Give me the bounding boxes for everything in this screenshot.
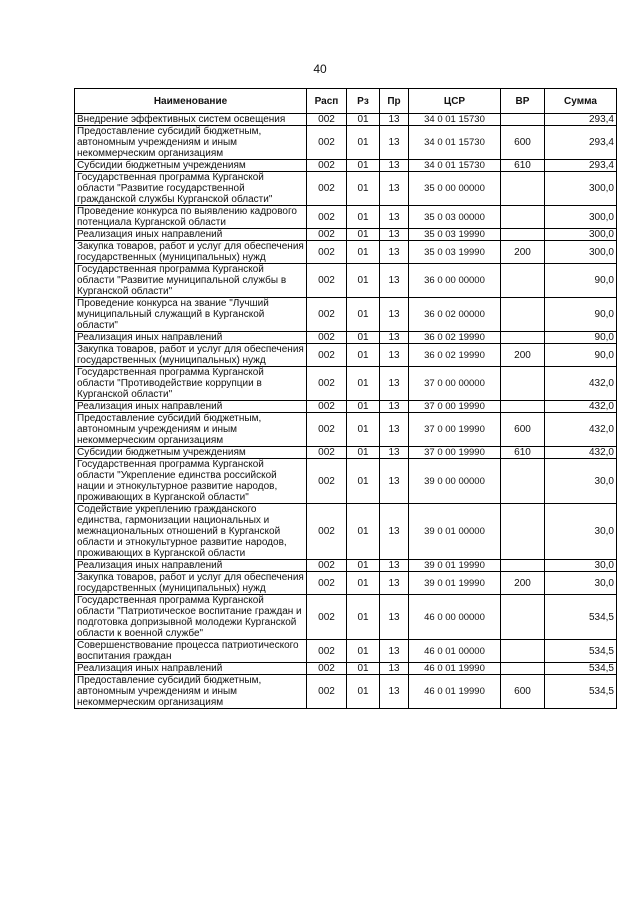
- cell-rz: 01: [347, 663, 380, 675]
- cell-rasp: 002: [307, 595, 347, 640]
- cell-rz: 01: [347, 413, 380, 447]
- cell-name: Государственная программа Курганской области "Развитие государственной гражданской службы Курганской области": [75, 172, 307, 206]
- cell-sum: 432,0: [545, 447, 617, 459]
- cell-vr: [501, 401, 545, 413]
- cell-name: Проведение конкурса на звание "Лучший муниципальный служащий в Курганской области": [75, 298, 307, 332]
- cell-csr: 34 0 01 15730: [409, 114, 501, 126]
- cell-rasp: 002: [307, 675, 347, 709]
- cell-rz: 01: [347, 675, 380, 709]
- cell-pr: 13: [380, 126, 409, 160]
- cell-csr: 35 0 00 00000: [409, 172, 501, 206]
- cell-pr: 13: [380, 663, 409, 675]
- budget-table: [74, 88, 617, 709]
- cell-rz: 01: [347, 241, 380, 264]
- table-row: [75, 367, 617, 401]
- cell-rz: 01: [347, 504, 380, 560]
- table-row: [75, 114, 617, 126]
- header-vr: ВР: [501, 89, 545, 114]
- table-row: [75, 206, 617, 229]
- cell-vr: [501, 206, 545, 229]
- cell-rz: 01: [347, 172, 380, 206]
- cell-pr: 13: [380, 229, 409, 241]
- cell-csr: 46 0 01 19990: [409, 663, 501, 675]
- cell-rasp: 002: [307, 114, 347, 126]
- cell-sum: 30,0: [545, 560, 617, 572]
- cell-rasp: 002: [307, 459, 347, 504]
- cell-vr: 600: [501, 413, 545, 447]
- cell-vr: [501, 298, 545, 332]
- cell-csr: 34 0 01 15730: [409, 126, 501, 160]
- table-row: [75, 401, 617, 413]
- cell-vr: [501, 595, 545, 640]
- cell-name: Государственная программа Курганской области "Противодействие коррупции в Курганской области": [75, 367, 307, 401]
- cell-pr: 13: [380, 401, 409, 413]
- cell-sum: 90,0: [545, 298, 617, 332]
- table-row: [75, 160, 617, 172]
- table-row: [75, 126, 617, 160]
- cell-sum: 300,0: [545, 172, 617, 206]
- cell-rasp: 002: [307, 663, 347, 675]
- header-rasp: Расп: [307, 89, 347, 114]
- cell-sum: 293,4: [545, 126, 617, 160]
- cell-name: Проведение конкурса по выявлению кадрового потенциала Курганской области: [75, 206, 307, 229]
- table-row: [75, 413, 617, 447]
- cell-csr: 37 0 00 19990: [409, 447, 501, 459]
- cell-sum: 534,5: [545, 663, 617, 675]
- cell-rasp: 002: [307, 172, 347, 206]
- cell-csr: 46 0 01 00000: [409, 640, 501, 663]
- cell-csr: 39 0 01 19990: [409, 572, 501, 595]
- table-row: [75, 640, 617, 663]
- cell-vr: [501, 114, 545, 126]
- cell-pr: 13: [380, 572, 409, 595]
- cell-csr: 46 0 01 19990: [409, 675, 501, 709]
- cell-rasp: 002: [307, 160, 347, 172]
- cell-name: Реализация иных направлений: [75, 560, 307, 572]
- cell-rz: 01: [347, 206, 380, 229]
- table-row: [75, 229, 617, 241]
- table-row: [75, 504, 617, 560]
- cell-rz: 01: [347, 367, 380, 401]
- cell-sum: 534,5: [545, 675, 617, 709]
- cell-vr: [501, 663, 545, 675]
- cell-rasp: 002: [307, 413, 347, 447]
- cell-csr: 39 0 01 19990: [409, 560, 501, 572]
- cell-rasp: 002: [307, 332, 347, 344]
- cell-pr: 13: [380, 595, 409, 640]
- cell-csr: 36 0 02 00000: [409, 298, 501, 332]
- cell-rasp: 002: [307, 126, 347, 160]
- cell-rasp: 002: [307, 344, 347, 367]
- cell-pr: 13: [380, 298, 409, 332]
- cell-vr: [501, 560, 545, 572]
- cell-name: Государственная программа Курганской области "Укрепление единства российской нации и этнокультурное развитие народов, проживающих в Курганской области": [75, 459, 307, 504]
- cell-name: Субсидии бюджетным учреждениям: [75, 160, 307, 172]
- cell-csr: 36 0 00 00000: [409, 264, 501, 298]
- cell-sum: 534,5: [545, 640, 617, 663]
- cell-pr: 13: [380, 675, 409, 709]
- cell-sum: 30,0: [545, 504, 617, 560]
- cell-rasp: 002: [307, 229, 347, 241]
- cell-sum: 300,0: [545, 229, 617, 241]
- cell-csr: 35 0 03 00000: [409, 206, 501, 229]
- cell-pr: 13: [380, 172, 409, 206]
- cell-sum: 300,0: [545, 206, 617, 229]
- cell-name: Реализация иных направлений: [75, 229, 307, 241]
- cell-rz: 01: [347, 264, 380, 298]
- table-row: [75, 344, 617, 367]
- cell-pr: 13: [380, 560, 409, 572]
- cell-csr: 37 0 00 19990: [409, 401, 501, 413]
- cell-pr: 13: [380, 160, 409, 172]
- cell-rasp: 002: [307, 298, 347, 332]
- cell-rasp: 002: [307, 241, 347, 264]
- cell-name: Внедрение эффективных систем освещения: [75, 114, 307, 126]
- cell-vr: 200: [501, 344, 545, 367]
- cell-name: Закупка товаров, работ и услуг для обеспечения государственных (муниципальных) нужд: [75, 344, 307, 367]
- cell-sum: 293,4: [545, 114, 617, 126]
- cell-rz: 01: [347, 447, 380, 459]
- cell-rz: 01: [347, 640, 380, 663]
- cell-name: Государственная программа Курганской области "Развитие муниципальной службы в Курганской области": [75, 264, 307, 298]
- cell-rasp: 002: [307, 264, 347, 298]
- table-row: [75, 572, 617, 595]
- table-row: [75, 332, 617, 344]
- cell-name: Совершенствование процесса патриотического воспитания граждан: [75, 640, 307, 663]
- cell-sum: 293,4: [545, 160, 617, 172]
- header-rz: Рз: [347, 89, 380, 114]
- table-header-row: [75, 89, 617, 114]
- cell-rasp: 002: [307, 447, 347, 459]
- header-pr: Пр: [380, 89, 409, 114]
- cell-rasp: 002: [307, 640, 347, 663]
- table-row: [75, 298, 617, 332]
- cell-vr: [501, 264, 545, 298]
- cell-csr: 37 0 00 00000: [409, 367, 501, 401]
- cell-sum: 90,0: [545, 344, 617, 367]
- cell-rz: 01: [347, 298, 380, 332]
- cell-pr: 13: [380, 413, 409, 447]
- header-sum: Сумма: [545, 89, 617, 114]
- cell-pr: 13: [380, 459, 409, 504]
- cell-pr: 13: [380, 206, 409, 229]
- cell-pr: 13: [380, 447, 409, 459]
- cell-sum: 432,0: [545, 413, 617, 447]
- cell-sum: 30,0: [545, 459, 617, 504]
- cell-vr: 200: [501, 241, 545, 264]
- cell-name: Реализация иных направлений: [75, 663, 307, 675]
- cell-rasp: 002: [307, 401, 347, 413]
- cell-name: Реализация иных направлений: [75, 332, 307, 344]
- cell-vr: 200: [501, 572, 545, 595]
- cell-pr: 13: [380, 332, 409, 344]
- cell-rasp: 002: [307, 367, 347, 401]
- cell-rasp: 002: [307, 560, 347, 572]
- cell-name: Государственная программа Курганской области "Патриотическое воспитание граждан и подготовка допризывной молодежи Курганской области к военной службе": [75, 595, 307, 640]
- cell-rz: 01: [347, 459, 380, 504]
- cell-csr: 46 0 00 00000: [409, 595, 501, 640]
- table-row: [75, 663, 617, 675]
- cell-csr: 35 0 03 19990: [409, 229, 501, 241]
- header-name: Наименование: [75, 89, 307, 114]
- cell-sum: 534,5: [545, 595, 617, 640]
- table-row: [75, 264, 617, 298]
- cell-vr: 610: [501, 160, 545, 172]
- cell-rasp: 002: [307, 206, 347, 229]
- cell-sum: 30,0: [545, 572, 617, 595]
- cell-csr: 36 0 02 19990: [409, 344, 501, 367]
- cell-csr: 39 0 00 00000: [409, 459, 501, 504]
- cell-name: Содействие укреплению гражданского единства, гармонизации национальных и межнациональных отношений в Курганской области и этнокультурное развитие народов, проживающих в Курганской области: [75, 504, 307, 560]
- cell-vr: 610: [501, 447, 545, 459]
- cell-vr: [501, 367, 545, 401]
- table-body: [75, 114, 617, 709]
- cell-vr: [501, 459, 545, 504]
- cell-rasp: 002: [307, 572, 347, 595]
- cell-rz: 01: [347, 229, 380, 241]
- cell-pr: 13: [380, 367, 409, 401]
- table-row: [75, 241, 617, 264]
- cell-rz: 01: [347, 114, 380, 126]
- cell-vr: [501, 640, 545, 663]
- table-row: [75, 459, 617, 504]
- cell-pr: 13: [380, 114, 409, 126]
- cell-csr: 37 0 00 19990: [409, 413, 501, 447]
- cell-csr: 39 0 01 00000: [409, 504, 501, 560]
- table-row: [75, 675, 617, 709]
- table-row: [75, 172, 617, 206]
- cell-sum: 300,0: [545, 241, 617, 264]
- cell-vr: 600: [501, 126, 545, 160]
- table-row: [75, 595, 617, 640]
- cell-sum: 432,0: [545, 401, 617, 413]
- cell-rz: 01: [347, 344, 380, 367]
- cell-name: Субсидии бюджетным учреждениям: [75, 447, 307, 459]
- cell-rasp: 002: [307, 504, 347, 560]
- cell-rz: 01: [347, 160, 380, 172]
- cell-pr: 13: [380, 344, 409, 367]
- cell-pr: 13: [380, 264, 409, 298]
- cell-name: Закупка товаров, работ и услуг для обеспечения государственных (муниципальных) нужд: [75, 241, 307, 264]
- cell-name: Предоставление субсидий бюджетным, автономным учреждениям и иным некоммерческим организациям: [75, 675, 307, 709]
- cell-rz: 01: [347, 126, 380, 160]
- table-row: [75, 447, 617, 459]
- cell-name: Закупка товаров, работ и услуг для обеспечения государственных (муниципальных) нужд: [75, 572, 307, 595]
- cell-vr: 600: [501, 675, 545, 709]
- cell-name: Предоставление субсидий бюджетным, автономным учреждениям и иным некоммерческим организациям: [75, 413, 307, 447]
- cell-csr: 34 0 01 15730: [409, 160, 501, 172]
- cell-rz: 01: [347, 572, 380, 595]
- cell-sum: 90,0: [545, 264, 617, 298]
- cell-pr: 13: [380, 241, 409, 264]
- cell-name: Реализация иных направлений: [75, 401, 307, 413]
- cell-vr: [501, 172, 545, 206]
- cell-rz: 01: [347, 560, 380, 572]
- header-csr: ЦСР: [409, 89, 501, 114]
- cell-vr: [501, 229, 545, 241]
- cell-vr: [501, 332, 545, 344]
- cell-csr: 35 0 03 19990: [409, 241, 501, 264]
- cell-name: Предоставление субсидий бюджетным, автономным учреждениям и иным некоммерческим организациям: [75, 126, 307, 160]
- cell-rz: 01: [347, 332, 380, 344]
- cell-rz: 01: [347, 401, 380, 413]
- cell-pr: 13: [380, 504, 409, 560]
- cell-vr: [501, 504, 545, 560]
- cell-sum: 90,0: [545, 332, 617, 344]
- cell-sum: 432,0: [545, 367, 617, 401]
- table-row: [75, 560, 617, 572]
- cell-csr: 36 0 02 19990: [409, 332, 501, 344]
- cell-pr: 13: [380, 640, 409, 663]
- page-number: 40: [313, 62, 327, 76]
- cell-rz: 01: [347, 595, 380, 640]
